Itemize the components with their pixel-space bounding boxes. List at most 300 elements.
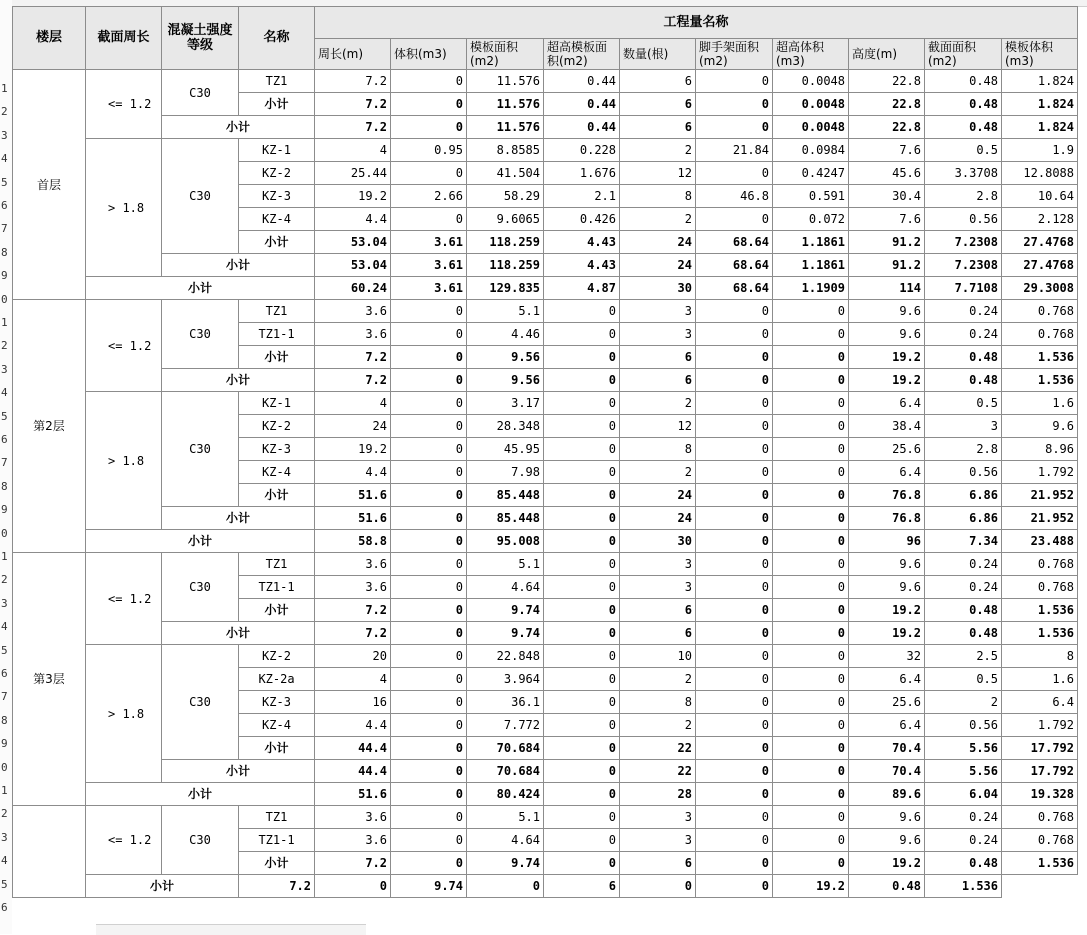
header-col-6[interactable]: 超高体积(m3)	[773, 39, 849, 70]
perimeter-cell[interactable]: <= 1.2	[86, 70, 162, 139]
value-cell[interactable]: 28	[620, 783, 696, 806]
value-cell[interactable]: 3.61	[391, 277, 467, 300]
header-col-8[interactable]: 截面面积(m2)	[925, 39, 1002, 70]
value-cell[interactable]: 2.128	[1002, 208, 1078, 231]
table-row[interactable]	[13, 300, 1078, 323]
value-cell[interactable]: 11.576	[467, 93, 544, 116]
value-cell[interactable]: 0	[391, 530, 467, 553]
value-cell[interactable]: 0	[696, 829, 773, 852]
value-cell[interactable]: 0	[544, 737, 620, 760]
value-cell[interactable]: 0.48	[925, 622, 1002, 645]
value-cell[interactable]: 0	[544, 438, 620, 461]
value-cell[interactable]: 19.2	[849, 369, 925, 392]
value-cell[interactable]: 1.6	[1002, 668, 1078, 691]
value-cell[interactable]: 25.6	[849, 691, 925, 714]
value-cell[interactable]: 96	[849, 530, 925, 553]
value-cell[interactable]: 68.64	[696, 254, 773, 277]
value-cell[interactable]: 0.768	[1002, 829, 1078, 852]
value-cell[interactable]: 0	[544, 369, 620, 392]
value-cell[interactable]: 46.8	[696, 185, 773, 208]
value-cell[interactable]: 0.48	[925, 852, 1002, 875]
value-cell[interactable]: 76.8	[849, 507, 925, 530]
value-cell[interactable]: 0	[391, 116, 467, 139]
value-cell[interactable]: 0	[391, 438, 467, 461]
value-cell[interactable]: 0.56	[925, 714, 1002, 737]
value-cell[interactable]: 17.792	[1002, 760, 1078, 783]
grade-subtotal-label[interactable]: 小计	[239, 484, 315, 507]
value-cell[interactable]: 12	[620, 415, 696, 438]
table-row[interactable]	[13, 70, 1078, 93]
value-cell[interactable]: 7.2308	[925, 254, 1002, 277]
value-cell[interactable]: 0	[773, 300, 849, 323]
value-cell[interactable]: 6	[620, 622, 696, 645]
value-cell[interactable]: 0	[773, 530, 849, 553]
value-cell[interactable]: 3.6	[315, 300, 391, 323]
value-cell[interactable]: 68.64	[696, 277, 773, 300]
value-cell[interactable]: 0	[391, 737, 467, 760]
value-cell[interactable]: 7.2308	[925, 231, 1002, 254]
grade-subtotal-label[interactable]: 小计	[239, 599, 315, 622]
value-cell[interactable]: 0	[773, 461, 849, 484]
table-row[interactable]	[13, 254, 1078, 277]
value-cell[interactable]: 2.5	[925, 645, 1002, 668]
value-cell[interactable]: 11.576	[467, 70, 544, 93]
value-cell[interactable]: 22.8	[849, 93, 925, 116]
value-cell[interactable]: 6.4	[849, 461, 925, 484]
value-cell[interactable]: 0	[773, 484, 849, 507]
value-cell[interactable]: 9.74	[467, 599, 544, 622]
value-cell[interactable]: 70.684	[467, 760, 544, 783]
value-cell[interactable]: 6	[620, 116, 696, 139]
value-cell[interactable]: 0.48	[925, 70, 1002, 93]
value-cell[interactable]: 4	[315, 392, 391, 415]
value-cell[interactable]: 0	[696, 599, 773, 622]
value-cell[interactable]: 0	[773, 622, 849, 645]
value-cell[interactable]: 0.48	[925, 116, 1002, 139]
value-cell[interactable]: 0.426	[544, 208, 620, 231]
value-cell[interactable]: 2.8	[925, 438, 1002, 461]
value-cell[interactable]: 0	[467, 875, 544, 898]
value-cell[interactable]: 2.8	[925, 185, 1002, 208]
value-cell[interactable]: 0	[773, 576, 849, 599]
value-cell[interactable]: 0.48	[925, 93, 1002, 116]
value-cell[interactable]: 0	[696, 714, 773, 737]
value-cell[interactable]: 30.4	[849, 185, 925, 208]
table-row[interactable]	[13, 507, 1078, 530]
value-cell[interactable]: 6.86	[925, 484, 1002, 507]
value-cell[interactable]: 0	[773, 392, 849, 415]
value-cell[interactable]: 0	[620, 875, 696, 898]
value-cell[interactable]: 0	[696, 507, 773, 530]
value-cell[interactable]: 0.5	[925, 139, 1002, 162]
value-cell[interactable]: 0	[391, 162, 467, 185]
value-cell[interactable]: 4.64	[467, 829, 544, 852]
value-cell[interactable]: 95.008	[467, 530, 544, 553]
value-cell[interactable]: 4.43	[544, 254, 620, 277]
value-cell[interactable]: 0.768	[1002, 300, 1078, 323]
value-cell[interactable]: 0.48	[925, 599, 1002, 622]
value-cell[interactable]: 0	[696, 737, 773, 760]
value-cell[interactable]: 4	[315, 668, 391, 691]
value-cell[interactable]: 0.24	[925, 829, 1002, 852]
value-cell[interactable]: 45.6	[849, 162, 925, 185]
value-cell[interactable]: 5.1	[467, 300, 544, 323]
component-name-cell[interactable]: KZ-3	[239, 691, 315, 714]
value-cell[interactable]: 9.74	[467, 622, 544, 645]
value-cell[interactable]: 118.259	[467, 254, 544, 277]
value-cell[interactable]: 7.2	[315, 70, 391, 93]
value-cell[interactable]: 22.8	[849, 70, 925, 93]
value-cell[interactable]: 0	[696, 369, 773, 392]
value-cell[interactable]: 2	[620, 668, 696, 691]
value-cell[interactable]: 2	[620, 714, 696, 737]
value-cell[interactable]: 21.952	[1002, 507, 1078, 530]
value-cell[interactable]: 0	[773, 760, 849, 783]
value-cell[interactable]: 5.1	[467, 553, 544, 576]
value-cell[interactable]: 10	[620, 645, 696, 668]
value-cell[interactable]: 0	[544, 507, 620, 530]
value-cell[interactable]: 0	[391, 622, 467, 645]
value-cell[interactable]: 0	[391, 300, 467, 323]
table-row[interactable]	[13, 392, 1078, 415]
value-cell[interactable]: 4.64	[467, 576, 544, 599]
value-cell[interactable]: 0.4247	[773, 162, 849, 185]
value-cell[interactable]: 9.6	[849, 323, 925, 346]
value-cell[interactable]: 7.34	[925, 530, 1002, 553]
perimeter-subtotal-label[interactable]: 小计	[162, 507, 315, 530]
value-cell[interactable]: 0.56	[925, 461, 1002, 484]
value-cell[interactable]: 0	[391, 70, 467, 93]
value-cell[interactable]: 1.1861	[773, 231, 849, 254]
value-cell[interactable]: 1.824	[1002, 93, 1078, 116]
value-cell[interactable]: 7.98	[467, 461, 544, 484]
grade-subtotal-label[interactable]: 小计	[239, 346, 315, 369]
value-cell[interactable]: 8	[1002, 645, 1078, 668]
value-cell[interactable]: 1.536	[925, 875, 1002, 898]
value-cell[interactable]: 41.504	[467, 162, 544, 185]
floor-subtotal-label[interactable]: 小计	[86, 783, 315, 806]
value-cell[interactable]: 51.6	[315, 783, 391, 806]
value-cell[interactable]: 0.24	[925, 576, 1002, 599]
value-cell[interactable]: 30	[620, 277, 696, 300]
component-name-cell[interactable]: TZ1	[239, 70, 315, 93]
value-cell[interactable]: 3.6	[315, 806, 391, 829]
value-cell[interactable]: 0	[773, 645, 849, 668]
value-cell[interactable]: 51.6	[315, 484, 391, 507]
value-cell[interactable]: 45.95	[467, 438, 544, 461]
value-cell[interactable]: 0	[696, 530, 773, 553]
value-cell[interactable]: 0.768	[1002, 553, 1078, 576]
component-name-cell[interactable]: KZ-4	[239, 208, 315, 231]
value-cell[interactable]: 0	[391, 415, 467, 438]
value-cell[interactable]: 0.0048	[773, 116, 849, 139]
value-cell[interactable]: 0	[544, 760, 620, 783]
value-cell[interactable]: 6	[620, 369, 696, 392]
component-name-cell[interactable]: TZ1-1	[239, 829, 315, 852]
value-cell[interactable]: 0	[544, 783, 620, 806]
value-cell[interactable]: 8.96	[1002, 438, 1078, 461]
value-cell[interactable]: 0	[544, 806, 620, 829]
value-cell[interactable]: 2	[620, 139, 696, 162]
value-cell[interactable]: 27.4768	[1002, 231, 1078, 254]
value-cell[interactable]: 0	[544, 415, 620, 438]
component-name-cell[interactable]: TZ1	[239, 806, 315, 829]
value-cell[interactable]: 0	[696, 553, 773, 576]
table-row[interactable]	[13, 806, 1078, 829]
value-cell[interactable]: 38.4	[849, 415, 925, 438]
value-cell[interactable]: 0	[391, 852, 467, 875]
value-cell[interactable]: 0	[696, 300, 773, 323]
value-cell[interactable]: 0	[696, 70, 773, 93]
value-cell[interactable]: 0	[773, 438, 849, 461]
value-cell[interactable]: 0	[391, 806, 467, 829]
component-name-cell[interactable]: TZ1-1	[239, 323, 315, 346]
value-cell[interactable]: 3	[620, 300, 696, 323]
value-cell[interactable]: 0.768	[1002, 806, 1078, 829]
value-cell[interactable]: 6	[620, 346, 696, 369]
header-perimeter-range[interactable]: 截面周长	[86, 7, 162, 70]
grade-cell[interactable]: C30	[162, 553, 239, 622]
value-cell[interactable]: 0.44	[544, 70, 620, 93]
value-cell[interactable]: 0.0984	[773, 139, 849, 162]
value-cell[interactable]: 21.84	[696, 139, 773, 162]
value-cell[interactable]: 6	[620, 599, 696, 622]
value-cell[interactable]: 0	[696, 875, 773, 898]
value-cell[interactable]: 0	[544, 553, 620, 576]
value-cell[interactable]: 4.4	[315, 714, 391, 737]
value-cell[interactable]: 0	[773, 829, 849, 852]
value-cell[interactable]: 3	[620, 553, 696, 576]
value-cell[interactable]: 2	[925, 691, 1002, 714]
header-col-4[interactable]: 数量(根)	[620, 39, 696, 70]
value-cell[interactable]: 1.792	[1002, 461, 1078, 484]
value-cell[interactable]: 0	[544, 392, 620, 415]
value-cell[interactable]: 0	[391, 599, 467, 622]
value-cell[interactable]: 9.56	[467, 346, 544, 369]
value-cell[interactable]: 32	[849, 645, 925, 668]
value-cell[interactable]: 3.6	[315, 576, 391, 599]
value-cell[interactable]: 27.4768	[1002, 254, 1078, 277]
value-cell[interactable]: 19.2	[849, 346, 925, 369]
value-cell[interactable]: 19.2	[315, 438, 391, 461]
value-cell[interactable]: 0	[773, 783, 849, 806]
value-cell[interactable]: 0	[773, 507, 849, 530]
value-cell[interactable]: 6.86	[925, 507, 1002, 530]
value-cell[interactable]: 0	[773, 737, 849, 760]
grade-subtotal-label[interactable]: 小计	[239, 231, 315, 254]
value-cell[interactable]: 22	[620, 760, 696, 783]
header-col-0[interactable]: 周长(m)	[315, 39, 391, 70]
floor-subtotal-label[interactable]: 小计	[86, 530, 315, 553]
header-col-3[interactable]: 超高模板面积(m2)	[544, 39, 620, 70]
value-cell[interactable]: 22.8	[849, 116, 925, 139]
value-cell[interactable]: 8.8585	[467, 139, 544, 162]
value-cell[interactable]: 1.536	[1002, 852, 1078, 875]
value-cell[interactable]: 0.48	[849, 875, 925, 898]
value-cell[interactable]: 0.5	[925, 668, 1002, 691]
header-group-quantity[interactable]: 工程量名称	[315, 7, 1078, 39]
header-col-9[interactable]: 模板体积(m3)	[1002, 39, 1078, 70]
floor-cell[interactable]	[13, 806, 86, 898]
table-row[interactable]	[13, 139, 1078, 162]
value-cell[interactable]: 6	[620, 93, 696, 116]
value-cell[interactable]: 0	[391, 346, 467, 369]
value-cell[interactable]: 58.29	[467, 185, 544, 208]
header-col-1[interactable]: 体积(m3)	[391, 39, 467, 70]
value-cell[interactable]: 6.04	[925, 783, 1002, 806]
perimeter-subtotal-label[interactable]: 小计	[162, 116, 315, 139]
value-cell[interactable]: 0	[773, 346, 849, 369]
value-cell[interactable]: 25.6	[849, 438, 925, 461]
value-cell[interactable]: 19.2	[773, 875, 849, 898]
value-cell[interactable]: 3	[620, 806, 696, 829]
value-cell[interactable]: 0.768	[1002, 323, 1078, 346]
value-cell[interactable]: 11.576	[467, 116, 544, 139]
value-cell[interactable]: 0	[696, 668, 773, 691]
perimeter-cell[interactable]: <= 1.2	[86, 806, 162, 875]
floor-cell[interactable]: 首层	[13, 70, 86, 300]
header-col-2[interactable]: 模板面积(m2)	[467, 39, 544, 70]
value-cell[interactable]: 0	[544, 668, 620, 691]
value-cell[interactable]: 0	[391, 461, 467, 484]
value-cell[interactable]: 0	[696, 208, 773, 231]
component-name-cell[interactable]: TZ1	[239, 300, 315, 323]
value-cell[interactable]: 1.676	[544, 162, 620, 185]
value-cell[interactable]: 68.64	[696, 231, 773, 254]
perimeter-subtotal-label[interactable]: 小计	[162, 369, 315, 392]
value-cell[interactable]: 0	[696, 484, 773, 507]
value-cell[interactable]: 2	[620, 392, 696, 415]
value-cell[interactable]: 0	[391, 668, 467, 691]
value-cell[interactable]: 12.8088	[1002, 162, 1078, 185]
value-cell[interactable]: 0	[544, 346, 620, 369]
perimeter-subtotal-label[interactable]: 小计	[86, 875, 239, 898]
value-cell[interactable]: 1.824	[1002, 70, 1078, 93]
value-cell[interactable]: 3	[620, 829, 696, 852]
value-cell[interactable]: 0	[544, 576, 620, 599]
grade-cell[interactable]: C30	[162, 392, 239, 507]
component-name-cell[interactable]: KZ-2a	[239, 668, 315, 691]
floor-cell[interactable]: 第2层	[13, 300, 86, 553]
value-cell[interactable]: 0	[391, 714, 467, 737]
value-cell[interactable]: 0	[773, 714, 849, 737]
value-cell[interactable]: 0	[696, 576, 773, 599]
value-cell[interactable]: 17.792	[1002, 737, 1078, 760]
value-cell[interactable]: 4.43	[544, 231, 620, 254]
header-concrete-grade[interactable]: 混凝土强度等级	[162, 7, 239, 70]
value-cell[interactable]: 2.66	[391, 185, 467, 208]
value-cell[interactable]: 7.2	[315, 622, 391, 645]
value-cell[interactable]: 0	[773, 599, 849, 622]
value-cell[interactable]: 9.6	[849, 576, 925, 599]
value-cell[interactable]: 1.1861	[773, 254, 849, 277]
value-cell[interactable]: 22	[620, 737, 696, 760]
table-row[interactable]	[13, 783, 1078, 806]
value-cell[interactable]: 23.488	[1002, 530, 1078, 553]
table-row[interactable]	[13, 875, 1078, 898]
value-cell[interactable]: 7.7108	[925, 277, 1002, 300]
value-cell[interactable]: 7.2	[315, 599, 391, 622]
value-cell[interactable]: 0	[773, 323, 849, 346]
value-cell[interactable]: 2	[620, 208, 696, 231]
value-cell[interactable]: 20	[315, 645, 391, 668]
value-cell[interactable]: 1.536	[1002, 599, 1078, 622]
table-row[interactable]	[13, 530, 1078, 553]
value-cell[interactable]: 3	[925, 415, 1002, 438]
value-cell[interactable]: 3.6	[315, 829, 391, 852]
value-cell[interactable]: 9.6	[849, 806, 925, 829]
value-cell[interactable]: 19.328	[1002, 783, 1078, 806]
value-cell[interactable]: 0	[773, 668, 849, 691]
value-cell[interactable]: 0	[544, 622, 620, 645]
value-cell[interactable]: 85.448	[467, 507, 544, 530]
value-cell[interactable]: 7.2	[315, 93, 391, 116]
component-name-cell[interactable]: TZ1-1	[239, 576, 315, 599]
value-cell[interactable]: 70.684	[467, 737, 544, 760]
value-cell[interactable]: 0	[544, 300, 620, 323]
grade-cell[interactable]: C30	[162, 806, 239, 875]
value-cell[interactable]: 36.1	[467, 691, 544, 714]
value-cell[interactable]: 0	[544, 829, 620, 852]
component-name-cell[interactable]: KZ-1	[239, 139, 315, 162]
value-cell[interactable]: 0.768	[1002, 576, 1078, 599]
value-cell[interactable]: 60.24	[315, 277, 391, 300]
value-cell[interactable]: 19.2	[849, 622, 925, 645]
value-cell[interactable]: 0	[391, 323, 467, 346]
value-cell[interactable]: 0	[696, 116, 773, 139]
value-cell[interactable]: 9.6065	[467, 208, 544, 231]
value-cell[interactable]: 5.56	[925, 737, 1002, 760]
value-cell[interactable]: 1.6	[1002, 392, 1078, 415]
value-cell[interactable]: 0	[696, 852, 773, 875]
value-cell[interactable]: 0	[391, 484, 467, 507]
value-cell[interactable]: 91.2	[849, 231, 925, 254]
value-cell[interactable]: 53.04	[315, 231, 391, 254]
table-row[interactable]	[13, 760, 1078, 783]
value-cell[interactable]: 51.6	[315, 507, 391, 530]
component-name-cell[interactable]: KZ-2	[239, 162, 315, 185]
value-cell[interactable]: 9.6	[849, 829, 925, 852]
table-row[interactable]	[13, 645, 1078, 668]
value-cell[interactable]: 4.46	[467, 323, 544, 346]
floor-subtotal-label[interactable]: 小计	[86, 277, 315, 300]
value-cell[interactable]: 9.74	[391, 875, 467, 898]
value-cell[interactable]: 0	[773, 415, 849, 438]
value-cell[interactable]: 6	[620, 70, 696, 93]
perimeter-subtotal-label[interactable]: 小计	[162, 760, 315, 783]
value-cell[interactable]: 91.2	[849, 254, 925, 277]
value-cell[interactable]: 0.24	[925, 300, 1002, 323]
value-cell[interactable]: 0.072	[773, 208, 849, 231]
value-cell[interactable]: 0	[696, 415, 773, 438]
value-cell[interactable]: 0	[391, 392, 467, 415]
value-cell[interactable]: 3.3708	[925, 162, 1002, 185]
perimeter-cell[interactable]: <= 1.2	[86, 553, 162, 645]
floor-cell[interactable]: 第3层	[13, 553, 86, 806]
value-cell[interactable]: 3.61	[391, 231, 467, 254]
value-cell[interactable]: 0.44	[544, 93, 620, 116]
perimeter-cell[interactable]: > 1.8	[86, 392, 162, 530]
value-cell[interactable]: 0.5	[925, 392, 1002, 415]
value-cell[interactable]: 0.44	[544, 116, 620, 139]
value-cell[interactable]: 0	[391, 783, 467, 806]
value-cell[interactable]: 58.8	[315, 530, 391, 553]
component-name-cell[interactable]: KZ-2	[239, 415, 315, 438]
value-cell[interactable]: 0	[544, 599, 620, 622]
value-cell[interactable]: 3.6	[315, 553, 391, 576]
value-cell[interactable]: 0	[696, 392, 773, 415]
value-cell[interactable]: 76.8	[849, 484, 925, 507]
